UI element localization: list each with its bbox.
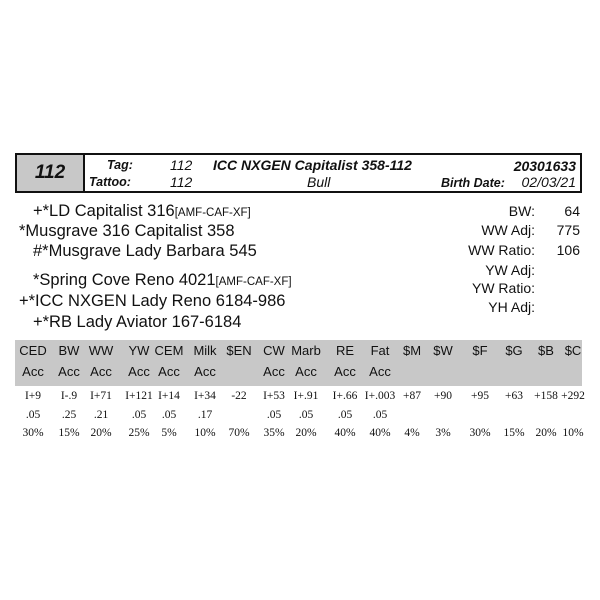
metric-yh-adj-label: YH Adj:: [488, 299, 535, 315]
epd-header-bw: BW: [58, 343, 80, 358]
acc-label: Acc: [58, 364, 80, 379]
epd-percentile: 40%: [369, 427, 391, 439]
epd-accuracy: .17: [197, 409, 213, 421]
epd-header-re: RE: [335, 343, 355, 358]
birth-date: 02/03/21: [521, 174, 576, 190]
pedigree-dam: +*ICC NXGEN Lady Reno 6184-986: [19, 292, 286, 310]
acc-label: Acc: [369, 364, 391, 379]
epd-value: I+.003: [364, 390, 396, 402]
epd-value: +90: [434, 390, 452, 402]
epd-header-dollar-f: $F: [472, 343, 488, 358]
acc-label: Acc: [158, 364, 180, 379]
epd-header-dollar-b: $B: [538, 343, 554, 358]
epd-accuracy: .05: [161, 409, 177, 421]
epd-header-marb: Marb: [291, 343, 321, 358]
epd-value: I+9: [24, 390, 42, 402]
epd-header-dollar-w: $W: [433, 343, 453, 358]
epd-header-cw: CW: [263, 343, 285, 358]
epd-percentile: 70%: [228, 427, 250, 439]
epd-value: I+.91: [293, 390, 319, 402]
epd-header-dollar-g: $G: [505, 343, 523, 358]
epd-accuracy: .05: [25, 409, 41, 421]
epd-header-fat: Fat: [370, 343, 390, 358]
epd-accuracy: .05: [372, 409, 388, 421]
epd-header-dollar-en: $EN: [226, 343, 252, 358]
birth-date-label: Birth Date:: [441, 176, 505, 190]
tattoo-label: Tattoo:: [89, 175, 131, 189]
epd-percentile: 20%: [535, 427, 557, 439]
acc-label: Acc: [22, 364, 44, 379]
epd-value: I-.9: [60, 390, 78, 402]
pedigree-dam-sire: *Spring Cove Reno 4021[AMF-CAF-XF]: [33, 271, 292, 289]
epd-value: I+34: [194, 390, 216, 402]
acc-label: Acc: [128, 364, 150, 379]
lot-number: 112: [17, 155, 85, 191]
epd-percentile: 15%: [58, 427, 80, 439]
epd-accuracy: .05: [131, 409, 147, 421]
animal-sex: Bull: [307, 174, 331, 190]
acc-label: Acc: [334, 364, 356, 379]
metric-ww-adj-label: WW Adj:: [481, 222, 535, 238]
metric-bw-value: 64: [564, 203, 580, 219]
epd-value: I+71: [90, 390, 112, 402]
acc-label: Acc: [90, 364, 112, 379]
epd-percentile: 40%: [334, 427, 356, 439]
epd-value: -22: [231, 390, 247, 402]
epd-value: +63: [505, 390, 523, 402]
metric-bw-label: BW:: [508, 203, 535, 219]
tag-label: Tag:: [107, 158, 133, 172]
epd-header-milk: Milk: [193, 343, 217, 358]
epd-header-dollar-c: $C: [564, 343, 582, 358]
animal-header: [15, 153, 582, 193]
epd-percentile: 30%: [22, 427, 44, 439]
tattoo-value: 112: [170, 174, 193, 190]
epd-percentile: 3%: [435, 427, 451, 439]
acc-label: Acc: [194, 364, 216, 379]
epd-value: I+.66: [332, 390, 358, 402]
pedigree-sire: *Musgrave 316 Capitalist 358: [19, 222, 235, 240]
epd-header-dollar-m: $M: [402, 343, 422, 358]
epd-percentile: 15%: [503, 427, 525, 439]
acc-label: Acc: [263, 364, 285, 379]
pedigree-sire-sire: +*LD Capitalist 316[AMF-CAF-XF]: [33, 202, 251, 220]
epd-value: +158: [534, 390, 558, 402]
epd-percentile: 4%: [404, 427, 420, 439]
epd-percentile: 10%: [194, 427, 216, 439]
animal-name: ICC NXGEN Capitalist 358-112: [213, 157, 412, 173]
epd-percentile: 10%: [562, 427, 584, 439]
epd-value: I+121: [125, 390, 153, 402]
tag-value: 112: [170, 157, 193, 173]
pedigree-sire-dam: #*Musgrave Lady Barbara 545: [33, 242, 257, 260]
epd-percentile: 30%: [469, 427, 491, 439]
epd-accuracy: .05: [266, 409, 282, 421]
epd-header-ced: CED: [19, 343, 47, 358]
epd-accuracy: .25: [61, 409, 77, 421]
epd-value: +87: [403, 390, 421, 402]
registration-number: 20301633: [513, 158, 576, 174]
metric-yw-ratio-label: YW Ratio:: [471, 280, 535, 296]
epd-accuracy: .21: [93, 409, 109, 421]
epd-header-cem: CEM: [154, 343, 184, 358]
acc-label: Acc: [295, 364, 317, 379]
epd-value: +95: [471, 390, 489, 402]
epd-value: +292: [561, 390, 585, 402]
epd-header-ww: WW: [88, 343, 114, 358]
epd-accuracy: .05: [298, 409, 314, 421]
epd-percentile: 5%: [161, 427, 177, 439]
epd-percentile: 20%: [90, 427, 112, 439]
epd-percentile: 25%: [128, 427, 150, 439]
pedigree-dam-dam: +*RB Lady Aviator 167-6184: [33, 313, 242, 331]
epd-accuracy: .05: [337, 409, 353, 421]
epd-value: I+53: [263, 390, 285, 402]
epd-value: I+14: [158, 390, 180, 402]
epd-percentile: 20%: [295, 427, 317, 439]
metric-ww-ratio-value: 106: [556, 242, 580, 258]
metric-ww-adj-value: 775: [556, 222, 580, 238]
metric-ww-ratio-label: WW Ratio:: [468, 242, 535, 258]
epd-percentile: 35%: [263, 427, 285, 439]
metric-yw-adj-label: YW Adj:: [485, 262, 535, 278]
epd-header-yw: YW: [128, 343, 150, 358]
